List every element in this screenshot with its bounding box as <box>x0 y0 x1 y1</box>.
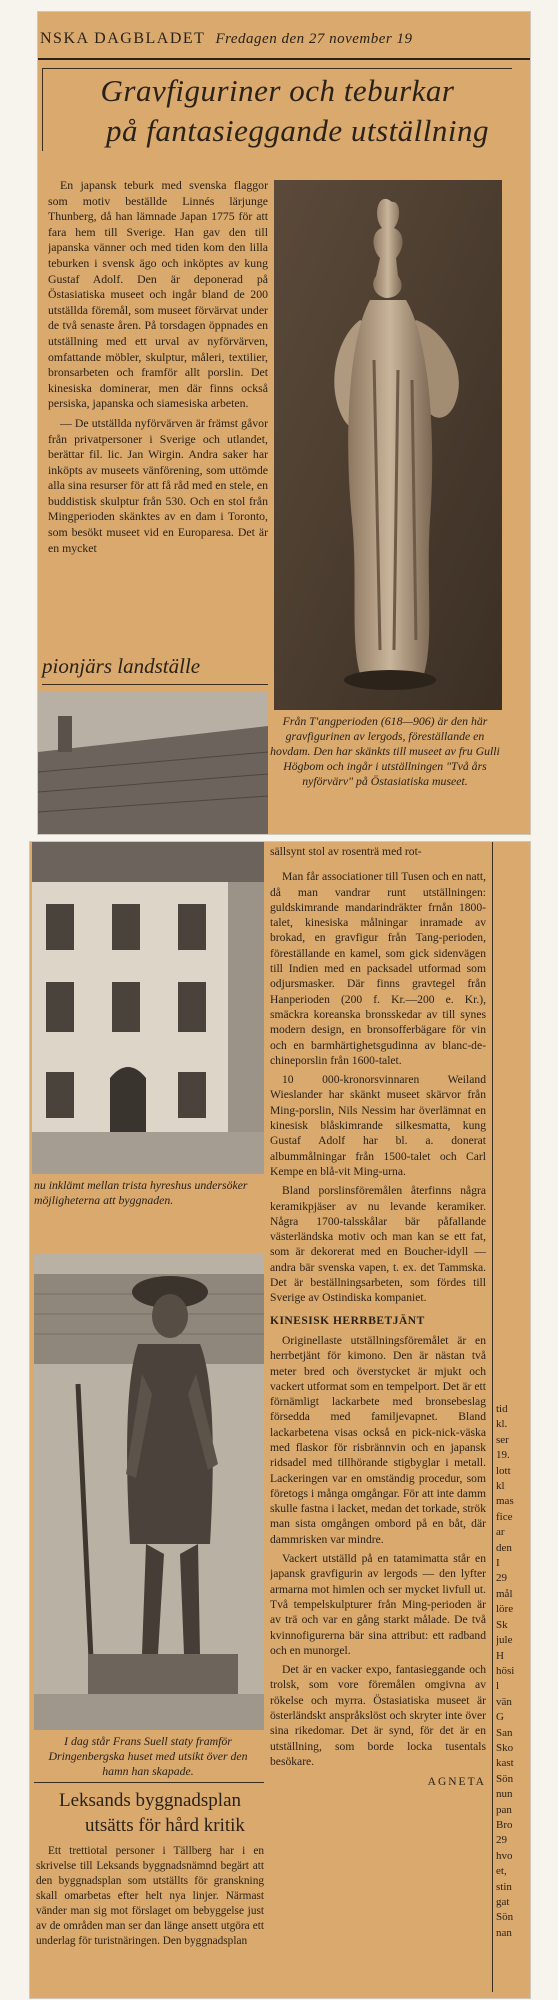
leksand-body <box>36 1844 264 1994</box>
article-paragraph: En japansk teburk med svenska flaggor som motiv beställde Linnés lärjunge Thunberg, då han lämnade Japan 1775 för att fara hem till Sverige. Han gav den till japanska vänner och med tiden kom den lilla teburken i svensk ägo och inköptes av kung Gustaf Adolf. Den är deponerad på Östasiatiska museet och ingår bland de 200 utställda föremål, som museet förvärvat under de två senaste åren. På torsdagen öppnades en utställning med ett urval av nyförvärven, omfattande möbler, skulptur, måleri, textilier, bronsarbeten och framför allt porslin. Det kinesiska dominerar, men där finns också persiska, japanska och siamesiska arbeten. <box>48 178 268 411</box>
statue-image <box>34 1254 264 1730</box>
statue-caption: I dag står Frans Suell staty framför Dringenbergska huset med utsikt över den hamn han skapade. <box>48 1734 248 1778</box>
figurine-image <box>274 180 502 710</box>
house-roof-image <box>38 692 268 834</box>
article-paragraph: Det är en vacker expo, fantasieggande och trolsk, som vore föremålen omgivna av rökelse och myrra. Östasiatiska museet är österländskt anspråkslöst och skryter inte över sina rikedomar. Det är synd, för det är en utställning, som borde locka tusentals besökare. <box>270 1663 486 1768</box>
pioneer-headline: pionjärs landställe <box>42 654 201 678</box>
issue-date: Fredagen den 27 november 19 <box>215 31 413 47</box>
house-caption: nu inklämt mellan trista hyreshus undersöker möjligheterna att byggnaden. <box>34 1178 248 1207</box>
house-facade-image <box>32 842 264 1174</box>
article-paragraph: Originellaste utställningsföremålet är en herrbetjänt för kimono. Den är nästan två meter bred och överstycket är mjukt och vackert utformat som en tempelport. Det är ett förnämligt lackarbete med bronsebeslag försedda med familjevapnet. Bland lackarbetena visas också en pick-nick-väska med flaskor för risbrännvin och en japansk ridsadel med tillhörande stigbyglar i metall. Lackeringen var en omständig procedur, som företogs i många omgångar. För att inte damm skulle fastna i lacket, medan det torkade, strök man sista omgången ombord på en båt, där dammrisken var mindre. <box>270 1333 486 1546</box>
leksand-paragraph: Ett trettiotal personer i Tällberg har i en skrivelse till Leksands byggnadsnämnd begärt att den byggnadsplan som utställts för granskning skall omarbetas efter helt nya linjer. Närmast vänder man sig mot förslaget om bebyggelse just av de områden man ser dan länge ansett utgöra ett underlag för turistnäringen. Den byggnadsplan <box>36 1845 264 1947</box>
article-body-column-1 <box>48 178 268 648</box>
figurine-caption: Från T'angperioden (618—906) är den här gravfigurinen av lergods, föreställande en hovdam. Den har skänkts till museet av fru Gulli Högbom och ingår i utställningen "Två års nyförvärv" på Östasiatiska museet. <box>270 714 500 788</box>
leksand-headline-line-2: utsätts för hård kritik <box>85 1815 245 1836</box>
house-photo <box>32 842 264 1174</box>
house-photo-top <box>38 692 268 834</box>
clipping-top <box>38 12 530 834</box>
byline: AGNETA <box>427 1776 486 1789</box>
grave-figurine-photo <box>274 180 502 710</box>
article-paragraph: Vackert utställd på en tatamimatta står en japansk gravfigurin av lergods — den lyfter armarna mot himlen och ser mycket livfull ut. Två tempelskulpturer från Ming-perioden är av trä och var en gång starkt målade. De två kvinnofigurerna bär sina attribut: ett radband och en munorgel. <box>270 1552 486 1657</box>
leksand-headline <box>36 1788 264 1838</box>
article-body-column-2 <box>270 844 486 1984</box>
headline-line-2: på fantasieggande utställning <box>105 113 490 148</box>
article-paragraph: Man får associationer till Tusen och en natt, då man vandrar runt utställningen: guldskimrande mandarindräkter frnån 1800-talet, kinesiska målningar inramade av brokad, en gravfigur från Tang-perioden, föreställande en kamel, som gick sidenvägen till Indien med en packsadel utformad som odjursmasker. Där finns gravtegel från Hanperioden (200 f. Kr.—200 e. Kr.), smäckra koreanska bronsskedar av till synes modern design, en bronsofferbägare för vin och en barmhärtighetsgudinna av blanc-de-chineporslin från 1600-talet. <box>270 870 486 1067</box>
leksand-headline-line-1: Leksands byggnadsplan <box>58 1790 242 1811</box>
article-subheading: KINESISK HERRBETJÄNT <box>270 1314 425 1327</box>
clipping-bottom <box>30 842 530 1998</box>
article-paragraph: 10 000-kronorsvinnaren Weiland Wieslander har skänkt museet skärvor från Ming-porslin, Nils Nessim har överlämnat en kinesisk blåskimrande silkesmatta, kung Gustaf Adolf har bl. a. donerat albummålningar från 1500-talet och Carl Kempe en blå-vit Ming-urna. <box>270 1073 486 1178</box>
masthead <box>38 22 530 60</box>
cut-off-column-fragment: tid kl. ser 19. lott kl mas fice ar den I 29 mål löre Sk jule H hösi l vän G San Sko kast Sön nun pan Bro 29 hvo et, stin gat Sön nan <box>496 1403 515 1939</box>
column-rule <box>492 842 493 1992</box>
statue-photo <box>34 1254 264 1730</box>
divider <box>34 1782 264 1783</box>
divider <box>42 684 268 685</box>
newspaper-name: NSKA DAGBLADET <box>40 30 206 47</box>
article-paragraph: Bland porslinsföremålen återfinns några keramikpjäser av nu levande keramiker. Några 1700-talsskålar bär påfallande västerländska motiv och man kan se ett fat, som är dekorerat med en Boucher-idyll — andra bär svenska vapen, t. ex. det Tammska. Det är beställningsarbeten, som fördes till Sverige av Ostindiska kompaniet. <box>270 1184 486 1305</box>
headline-line-1: Gravfiguriner och teburkar <box>100 73 455 108</box>
continuation-line: sällsynt stol av rosenträ med rot- <box>270 845 422 858</box>
article-paragraph: — De utställda nyförvärven är främst gåvor från privatpersoner i Sverige och utlandet, berättar fil. lic. Jan Wirgin. Andra saker har inköpts av museets vänförening, som uttömde alla sina resurser för att få råd med en stele, en buddistisk skulptur från 530. Och en stol från Mingperioden skänktes av en dam i Toronto, som besökt museet vid en Europaresa. Det är en mycket <box>48 415 268 555</box>
article-headline <box>42 68 512 151</box>
